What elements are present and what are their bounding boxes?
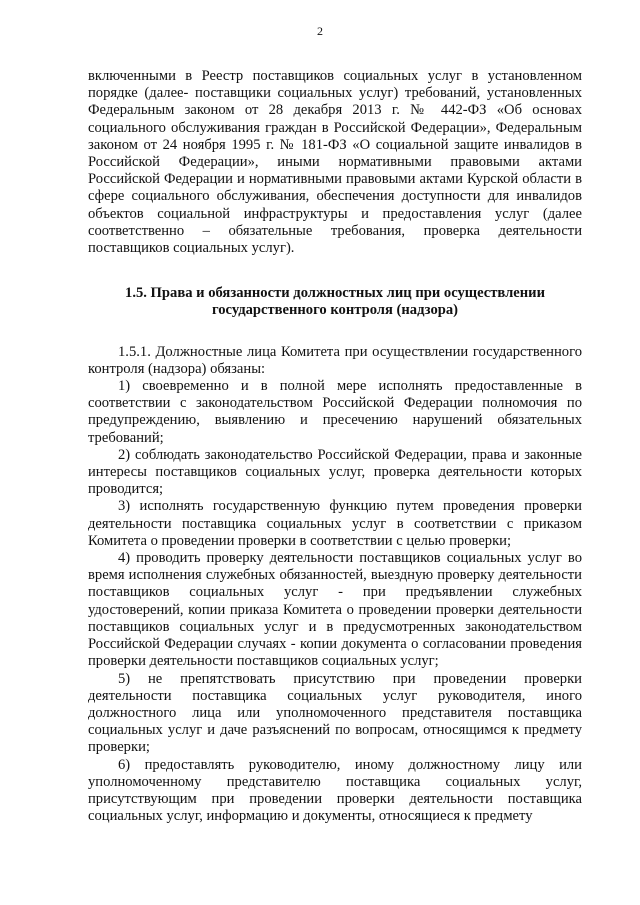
list-item-5: 5) не препятствовать присутствию при проведении проверки деятельности поставщика социальных услуг руководителя, иного должностного лица или уполномоченного представителя поставщика социальных услуг и даче разъяснений по вопросам, относящимся к предмету проверки; bbox=[88, 670, 582, 756]
section-heading: 1.5. Права и обязанности должностных лиц при осуществлении государственного контроля (надзора) bbox=[125, 285, 545, 319]
list-item-3: 3) исполнять государственную функцию путем проведения проверки деятельности поставщика социальных услуг в соответствии с приказом Комитета о проведении проверки в соответствии с целью проверки; bbox=[88, 498, 582, 549]
list-item-4: 4) проводить проверку деятельности поставщиков социальных услуг во время исполнения служебных обязанностей, выездную проверку деятельности поставщиков социальных услуг - при предъявлении служебных удостоверений, копии приказа Комитета о проведении проверки деятельности поставщиков социальных услуг и в предусмотренных законодательством Российской Федерации случаях - копии документа о согласовании проведения проверки деятельности поставщиков социальных услуг; bbox=[88, 550, 582, 670]
clause-intro: 1.5.1. Должностные лица Комитета при осуществлении государственного контроля (надзора) обязаны: bbox=[88, 343, 582, 377]
list-item-1: 1) своевременно и в полной мере исполнять предоставленные в соответствии с законодательством Российской Федерации полномочия по предупреждению, выявлению и пресечению нарушений обязательных требований; bbox=[88, 378, 582, 446]
list-item-6: 6) предоставлять руководителю, иному должностному лицу или уполномоченному представителю поставщика социальных услуг, присутствующим при проведении проверки деятельности поставщика социальных услуг, информацию и документы, относящиеся к предмету bbox=[88, 756, 582, 825]
list-item-2: 2) соблюдать законодательство Российской Федерации, права и законные интересы поставщиков социальных услуг, проверка деятельности которых проводится; bbox=[88, 446, 582, 498]
intro-paragraph: включенными в Реестр поставщиков социальных услуг в установленном порядке (далее- поставщики социальных услуг) требований, установленных Федеральным законом от 28 декабря 2013 г. № 442-ФЗ «Об основах социального обслуживания граждан в Российской Федерации», Федеральным законом от 24 ноября 1995 г. № 181-ФЗ «О социальной защите инвалидов в Российской Федерации», иными нормативными правовыми актами Российской Федерации и нормативными правовыми актами Курской области в сфере социального обслуживания, обеспечения доступности для инвалидов объектов социальной инфраструктуры и предоставления услуг (далее соответственно – обязательные требования, проверка деятельности поставщиков социальных услуг). bbox=[88, 68, 582, 257]
document-body bbox=[88, 68, 582, 825]
page-number: 2 bbox=[317, 24, 323, 38]
